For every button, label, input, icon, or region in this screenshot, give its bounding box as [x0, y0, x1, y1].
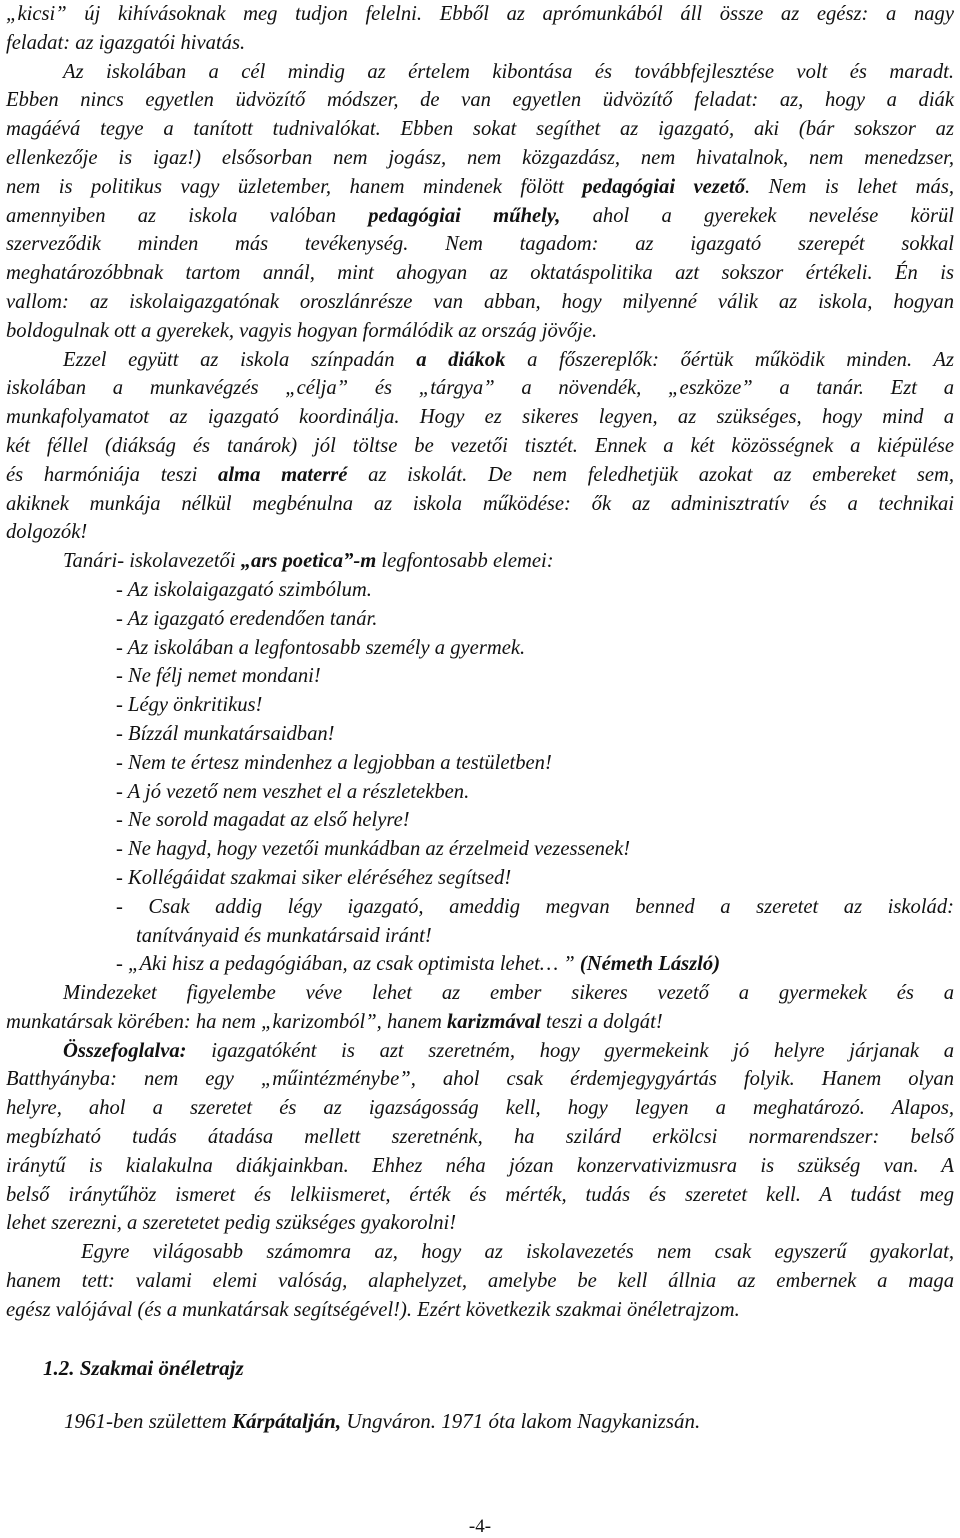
document-body: [6, 0, 954, 1325]
text-line: Ezzel együtt az iskola színpadán a diákok a főszereplők: őértük működik minden. Az: [63, 348, 954, 371]
text-line: Batthyányba: nem egy „műintézménybe”, ahol csak érdemjegygyártás folyik. Hanem olyan: [6, 1068, 954, 1091]
text-line: magáévá tegye a tanított tudnivalókat. Ebben sokat segíthet az igazgató, aki (bár sokszor az: [6, 118, 954, 141]
list-item: - Az igazgató eredendően tanár.: [116, 607, 378, 630]
text-line: 1961-ben születtem Kárpátalján, Ungváron. 1971 óta lakom Nagykanizsán.: [64, 1409, 701, 1433]
emphasis: Kárpátalján,: [231, 1409, 342, 1433]
list-item: - „Aki hisz a pedagógiában, az csak optimista lehet… ” (Németh László): [116, 953, 721, 976]
list-item: - Ne sorold magadat az első helyre!: [116, 809, 410, 832]
list-item: - Légy önkritikus!: [116, 694, 263, 717]
text-line: vallom: az iskolaigazgatónak oroszlánrésze van abban, hogy milyenné válik az iskola, hogyan: [6, 290, 954, 313]
emphasis: karizmával: [447, 1010, 541, 1033]
text-line: Az iskolában a cél mindig az értelem kibontása és továbbfejlesztése volt és maradt.: [63, 60, 954, 83]
text-line: dolgozók!: [6, 521, 88, 544]
text-line: iránytű is kialakulna diákjainkban. Ehhez néha józan konzervativizmusra is szükség van. A: [6, 1154, 954, 1177]
text-line: két féllel (diákság és tanárok) jól töltse be vezetői tisztét. Ennek a két közösségnek a kiépülése: [6, 434, 954, 457]
text-line: feladat: az igazgatói hivatás.: [6, 31, 246, 54]
list-item: - Nem te értesz mindenhez a legjobban a testületben!: [116, 751, 552, 774]
text-line: meghatározóbbnak tartom annál, mint ahogyan az oktatáspolitika azt sokszor értékeli. Én is: [6, 262, 954, 285]
list-item: - Az iskolában a legfontosabb személy a gyermek.: [116, 636, 526, 659]
list-item: - Bízzál munkatársaidban!: [116, 722, 335, 745]
text-line: munkafolyamatot az igazgató koordinálja. Hogy ez sikeres legyen, az szükséges, hogy mind a: [6, 406, 954, 429]
emphasis: pedagógiai vezető: [582, 175, 745, 198]
emphasis: „ars poetica”-m: [240, 550, 377, 573]
text-line: megbízható tudás átadása mellett szeretnénk, ha szilárd erkölcsi normarendszer: belső: [6, 1126, 954, 1149]
text-line: amennyiben az iskola valóban pedagógiai műhely, ahol a gyerekek nevelése körül: [6, 204, 955, 227]
list-item: - Csak addig légy igazgató, ameddig megvan benned a szeretet az iskolád:: [116, 895, 954, 918]
text-line: egész valójával (és a munkatársak segítségével!). Ezért következik szakmai önéletrajzom.: [6, 1298, 740, 1321]
quote-author: (Németh László): [579, 953, 721, 976]
text-line: „kicsi” új kihívásoknak meg tudjon felelni. Ebből az aprómunkából áll össze az egész: a nagy: [6, 3, 954, 25]
emphasis: pedagógiai műhely,: [368, 204, 561, 227]
text-line: hanem tett: valami elemi valóság, alaphelyzet, amelybe be kell állnia az embernek a maga: [6, 1270, 954, 1293]
text-line: helyre, ahol a szeretet és az igazságosság kell, hogy legyen a meghatározó. Alapos,: [6, 1097, 954, 1120]
list-item: - Ne félj nemet mondani!: [116, 665, 321, 688]
text-line: Tanári- iskolavezetői „ars poetica”-m legfontosabb elemei:: [63, 550, 554, 573]
text-line: akiknek munkája nélkül megbénulna az iskola működése: ők az adminisztratív és a technikai: [6, 492, 954, 515]
text-line: szerveződik minden más tevékenység. Nem tagadom: az igazgató szerepét sokkal: [6, 233, 954, 256]
text-line: iskolában a munkavégzés „célja” és „tárgya” a növendék, „eszköze” a tanár. Ezt a: [6, 377, 954, 400]
text-line: Mindezeket figyelembe véve lehet az ember sikeres vezető a gyermekek és a: [63, 982, 954, 1005]
text-line: lehet szerezni, a szeretetet pedig szükséges gyakorolni!: [6, 1212, 457, 1235]
text-line: ellenkezője is igaz!) elsősorban nem jogász, nem közgazdász, nem hivatalnok, nem menedzser,: [6, 146, 954, 169]
text-line: boldogulnak ott a gyerekek, vagyis hogyan formálódik az ország jövője.: [6, 319, 598, 342]
emphasis: alma materré: [218, 463, 348, 486]
text-line: Összefoglalva: igazgatóként is azt szeretném, hogy gyermekeink jó helyre járjanak a: [63, 1039, 954, 1062]
emphasis: a diákok: [416, 348, 506, 371]
text-line: munkatársak körében: ha nem „karizomból”, hanem karizmával teszi a dolgát!: [6, 1010, 663, 1033]
emphasis: Összefoglalva:: [63, 1039, 187, 1062]
list-item: - A jó vezető nem veszhet el a részletekben.: [116, 780, 470, 803]
text-line: belső iránytűhöz ismeret és lelkiismeret, érték és mérték, tudás és szeretet kell. A tudást meg: [6, 1183, 954, 1206]
list-item: - Kollégáidat szakmai siker eléréséhez segítsed!: [116, 866, 512, 889]
text-line: Ebben nincs egyetlen üdvözítő módszer, de van egyetlen üdvözítő feladat: az, hogy a diák: [6, 89, 954, 112]
list-item: - Ne hagyd, hogy vezetői munkádban az érzelmeid vezessenek!: [116, 838, 631, 861]
page-number: -4-: [468, 1516, 492, 1537]
section-heading: 1.2. Szakmai önéletrajz: [43, 1356, 244, 1380]
list-item-continuation: tanítványaid és munkatársaid iránt!: [136, 924, 432, 947]
text-line: és harmóniája teszi alma materré az iskolát. De nem feledhetjük azokat az embereket sem,: [6, 463, 954, 486]
list-item: - Az iskolaigazgató szimbólum.: [116, 578, 372, 601]
text-line: Egyre világosabb számomra az, hogy az iskolavezetés nem csak egyszerű gyakorlat,: [81, 1241, 954, 1264]
text-line: nem is politikus vagy üzletember, hanem mindenek fölött pedagógiai vezető. Nem is lehet más,: [6, 175, 954, 198]
